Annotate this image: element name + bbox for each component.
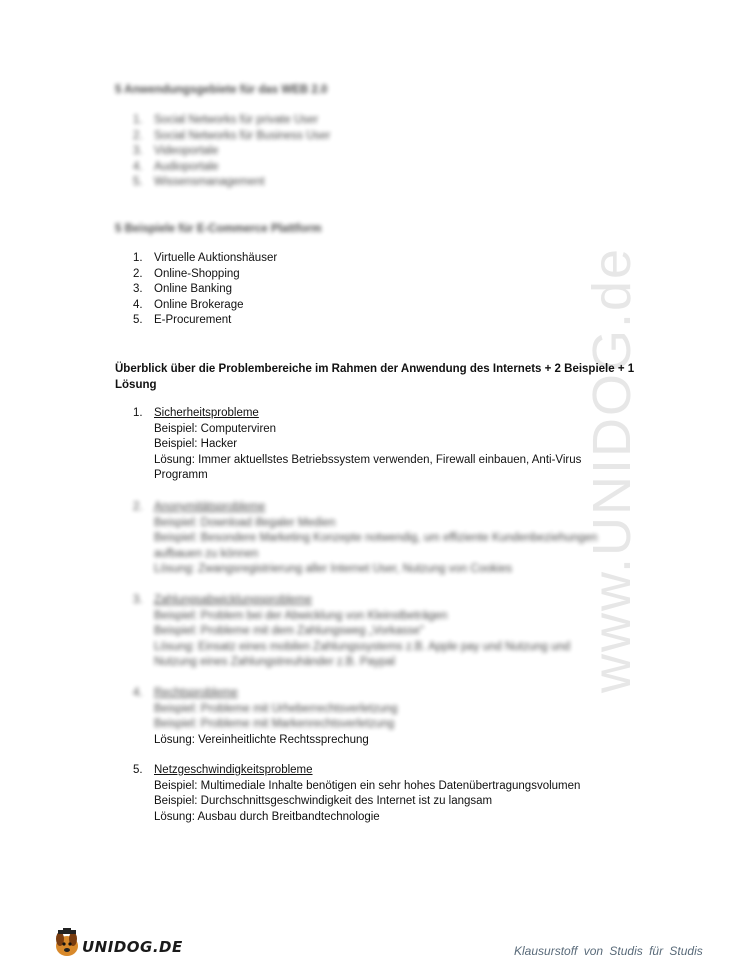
list-item: 5. E-Procurement <box>133 314 232 327</box>
dog-icon <box>52 928 82 960</box>
list-item: 3. Online Banking <box>133 283 232 296</box>
section1-heading: 5 Anwendungsgebiete für das WEB 2.0 <box>115 84 328 96</box>
list-item: 4. Online Brokerage <box>133 298 244 311</box>
problem-item: 3. Zahlungsabwicklungsprobleme Beispiel: Problem bei der Abwicklung von Kleinstbeträgen Beispiel: Probleme mit dem Zahlungsweg „Vorkasse" Lösung: Einsatz eines mobilen Zahlungssystems z.B. Apple pay und Nutzung und Nutzung eines Zahlungstreuhänder z.B. Paypal <box>133 594 571 669</box>
section1-list <box>133 113 330 191</box>
section3-heading: Überblick über die Problembereiche im Rahmen der Anwendung des Internets + 2 Beispiele + 1 Lösung <box>115 363 635 391</box>
watermark-text: www.UNIDOG.de <box>582 246 642 694</box>
problem-item: 1. Sicherheitsprobleme Beispiel: Computerviren Beispiel: Hacker Lösung: Immer aktuellstes Betriebssystem verwenden, Firewall einbauen, Anti-Virus Programm <box>133 407 582 482</box>
footer-slogan: Klausurstoff von Studis für Studis <box>514 944 703 958</box>
list-item: 3. Videoportale <box>133 145 219 158</box>
section2-list <box>133 251 277 329</box>
problem-item: 2. Anonymitätsprobleme Beispiel: Download illegaler Medien Beispiel: Besondere Marketing Konzepte notwendig, um effiziente Kundenbeziehungen aufbauen zu können Lösung: Zwangsregistrierung aller Internet User, Nutzung von Cookies <box>133 501 598 576</box>
problem-title: Sicherheitsprobleme <box>154 407 259 419</box>
problem-title: Netzgeschwindigkeitsprobleme <box>154 764 313 776</box>
problem-title: Zahlungsabwicklungsprobleme <box>154 594 312 606</box>
unidog-logo: UNIDOG.DE <box>52 928 172 962</box>
problem-title: Anonymitätsprobleme <box>154 501 266 513</box>
list-item: 1. Virtuelle Auktionshäuser <box>133 252 278 264</box>
problem-item: 4. Rechtsprobleme Beispiel: Probleme mit Urheberrechtsverletzung Beispiel: Probleme mit Markenrechtsverletzung Lösung: Vereinheitlichte Rechtssprechung <box>133 687 398 746</box>
problem-title: Rechtsprobleme <box>154 687 238 699</box>
list-item: 5. Wissensmanagement <box>133 176 265 189</box>
list-item: 2. Online-Shopping <box>133 267 240 280</box>
problem-item: 5. Netzgeschwindigkeitsprobleme Beispiel: Multimediale Inhalte benötigen ein sehr hohes Datenübertragungsvolumen Beispiel: Durchschnittsgeschwindigkeit des Internet ist zu langsam Lösung: Ausbau durch Breitbandtechnologie <box>133 764 581 823</box>
list-item: 1. Social Networks für private User <box>133 114 319 126</box>
list-item: 2. Social Networks für Business User <box>133 129 331 142</box>
list-item: 4. Audioportale <box>133 160 219 173</box>
section2-heading: 5 Beispiele für E-Commerce Plattform <box>115 223 322 235</box>
